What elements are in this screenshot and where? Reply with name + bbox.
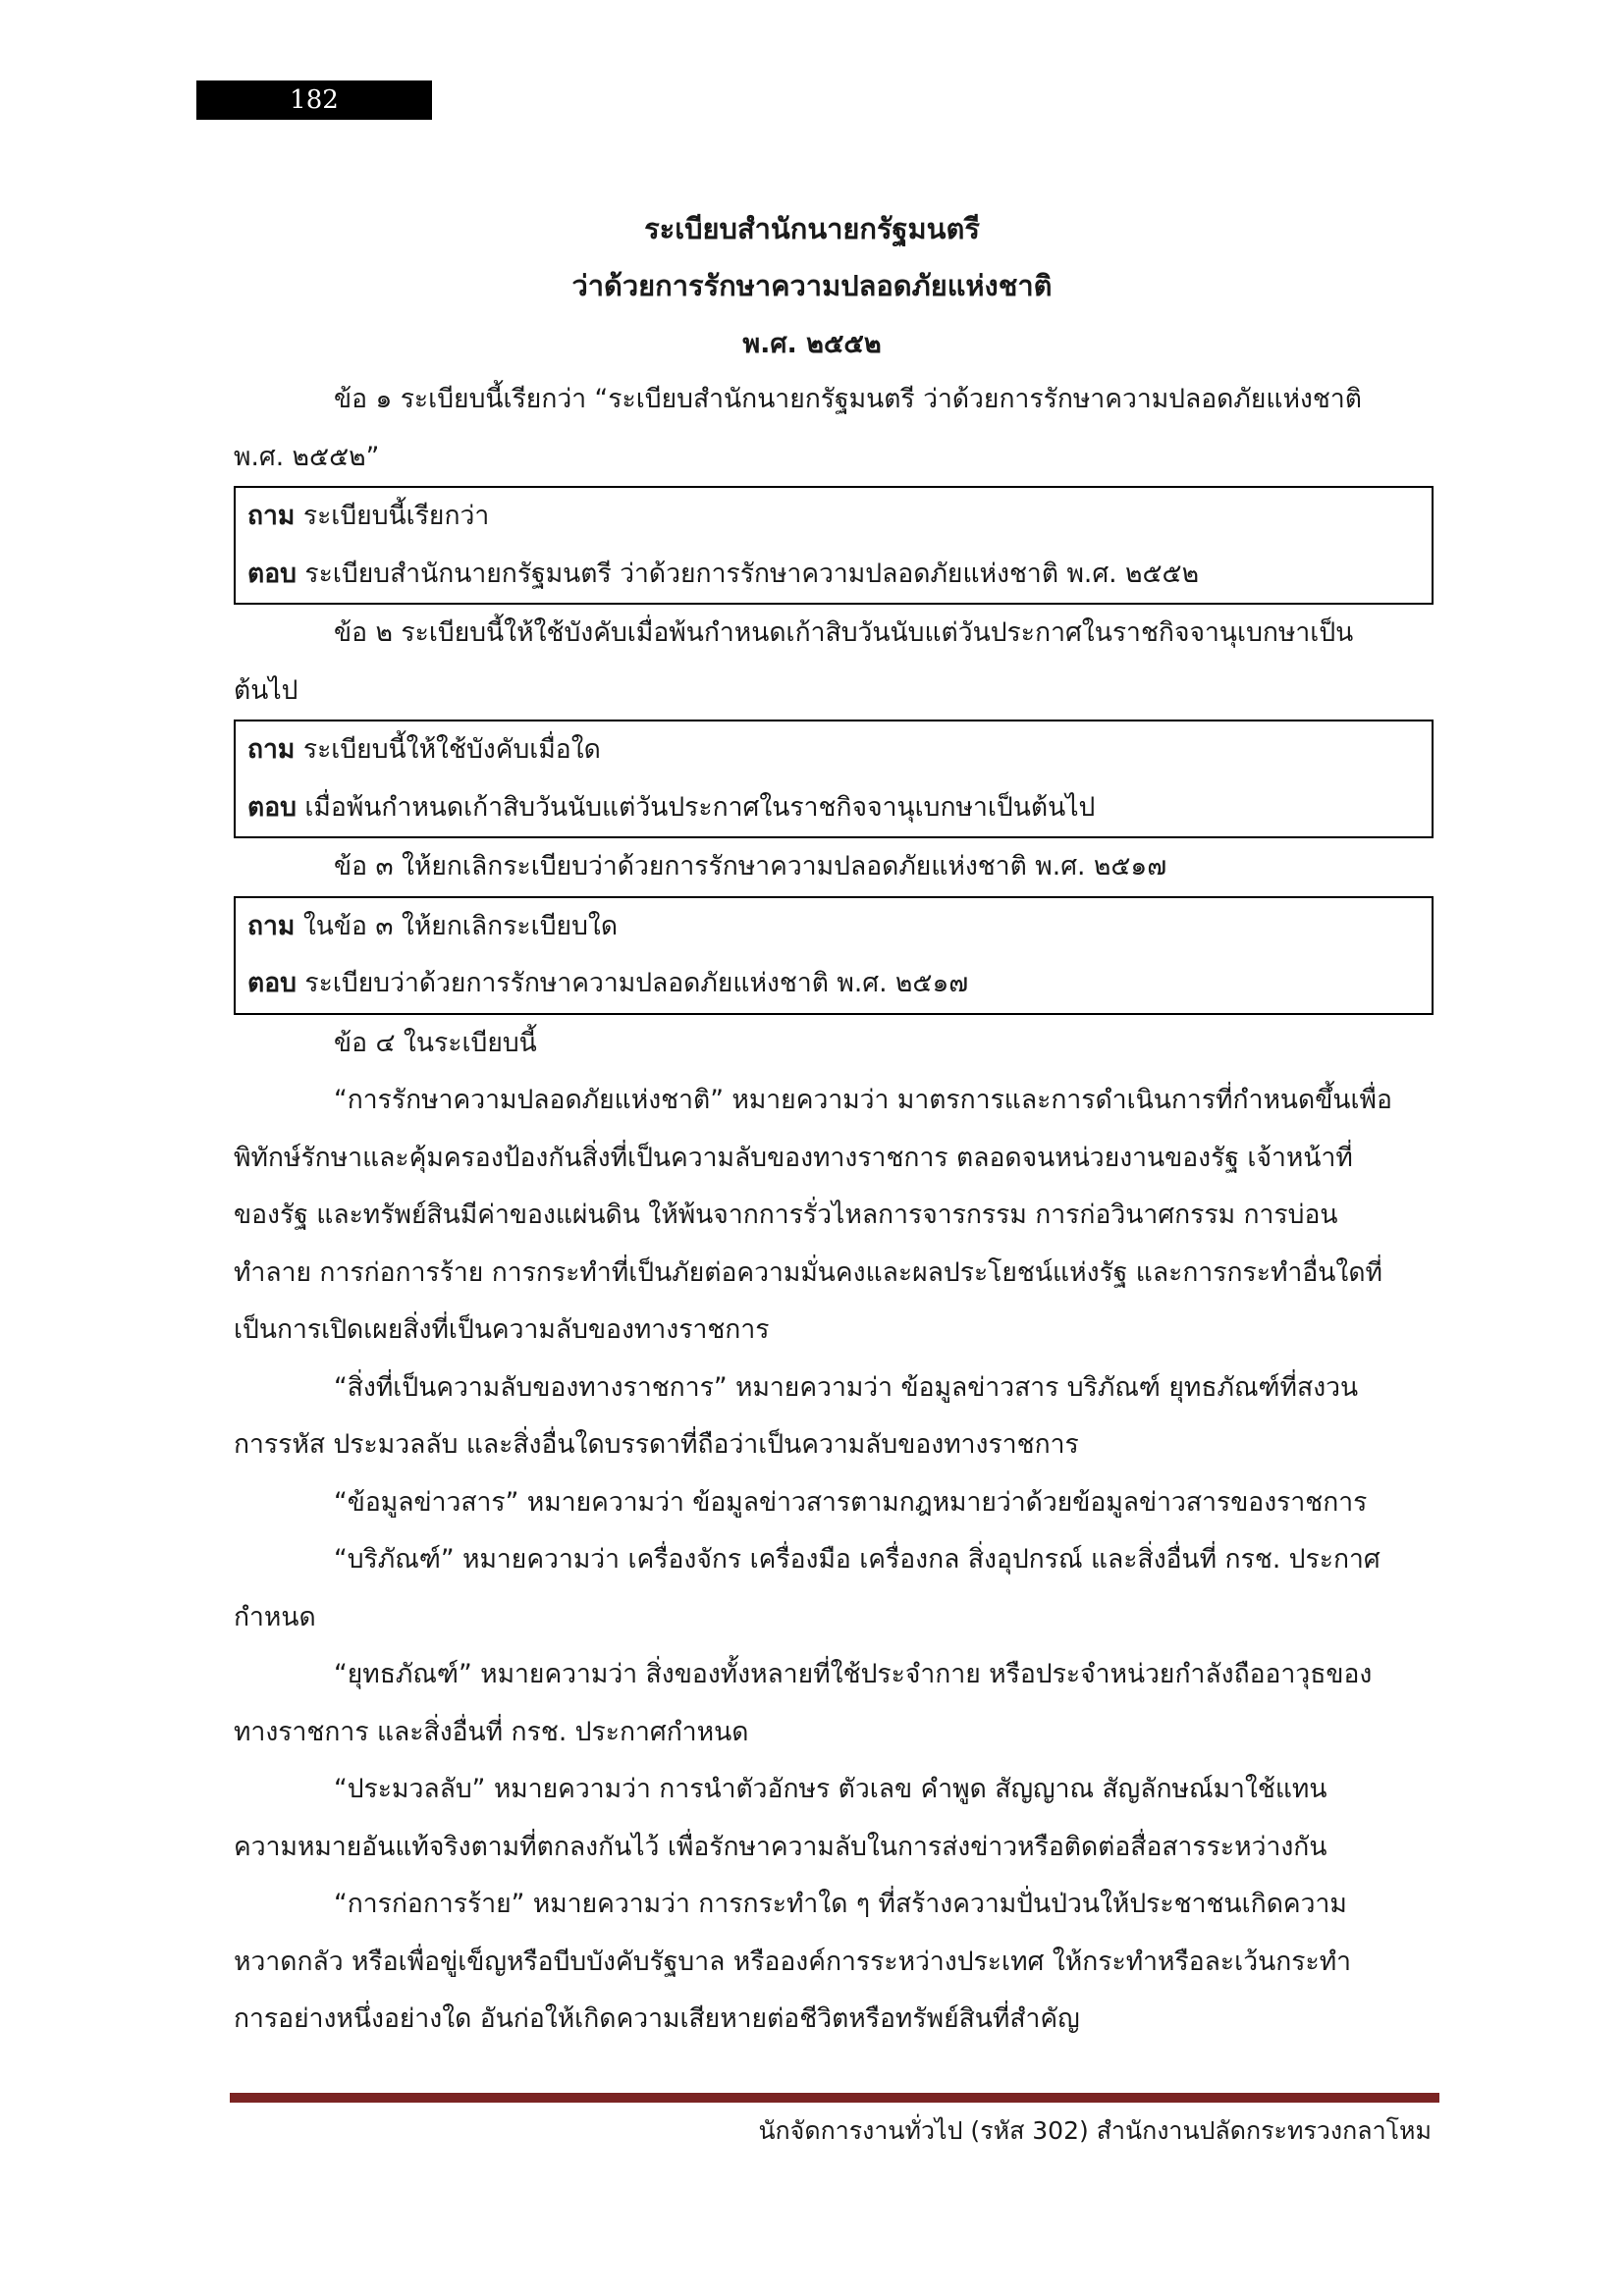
qa-question (247, 488, 1420, 546)
definition-line: “ยุทธภัณฑ์” หมายความว่า สิ่งของทั้งหลายที่ใช้ประจำกาย หรือประจำหน่วยกำลังถืออาวุธของ (334, 1659, 1373, 1689)
clause-1-line-1: ข้อ ๑ ระเบียบนี้เรียกว่า “ระเบียบสำนักนายกรัฐมนตรี ว่าด้วยการรักษาความปลอดภัยแห่งชาติ (334, 384, 1362, 414)
document-title: ระเบียบสำนักนายกรัฐมนตรี (644, 212, 980, 245)
question-text: ระเบียบนี้เรียกว่า (295, 501, 490, 531)
clause-2-line-1: ข้อ ๒ ระเบียบนี้ให้ใช้บังคับเมื่อพ้นกำหนดเก้าสิบวันนับแต่วันประกาศในราชกิจจานุเบกษาเป็น (334, 617, 1354, 648)
definition-line: “ประมวลลับ” หมายความว่า การนำตัวอักษร ตัวเลข คำพูด สัญญาณ สัญลักษณ์มาใช้แทน (334, 1774, 1327, 1804)
qa-box-1 (234, 486, 1434, 605)
document-body (234, 371, 1434, 2049)
clause-1-line-2: พ.ศ. ๒๕๕๒” (234, 441, 380, 472)
definition-line: ทางราชการ และสิ่งอื่นที่ กรช. ประกาศกำหนด (234, 1716, 749, 1747)
answer-label: ตอบ (247, 558, 297, 589)
clause-2-line-2: ต้นไป (234, 674, 298, 706)
answer-text: ระเบียบว่าด้วยการรักษาความปลอดภัยแห่งชาติ พ.ศ. ๒๕๑๗ (296, 968, 969, 998)
page-number: 182 (196, 80, 432, 120)
footer-text: นักจัดการงานทั่วไป (รหัส 302) สำนักงานปลัดกระทรวงกลาโหม (758, 2116, 1432, 2145)
answer-label: ตอบ (247, 791, 297, 823)
qa-answer (247, 779, 1420, 837)
question-label: ถาม (247, 734, 296, 765)
definition-line: ความหมายอันแท้จริงตามที่ตกลงกันไว้ เพื่อรักษาความลับในการส่งข่าวหรือติดต่อสื่อสารระหว่างกัน (234, 1831, 1327, 1862)
definition-line: “ข้อมูลข่าวสาร” หมายความว่า ข้อมูลข่าวสารตามกฎหมายว่าด้วยข้อมูลข่าวสารของราชการ (334, 1486, 1368, 1518)
definition-line: พิทักษ์รักษาและคุ้มครองป้องกันสิ่งที่เป็นความลับของทางราชการ ตลอดจนหน่วยงานของรัฐ เจ้าหน้าที่ (234, 1142, 1353, 1173)
question-text: ในข้อ ๓ ให้ยกเลิกระเบียบใด (295, 910, 619, 941)
definition-line: “บริภัณฑ์” หมายความว่า เครื่องจักร เครื่องมือ เครื่องกล สิ่งอุปกรณ์ และสิ่งอื่นที่ กรช. ประกาศ (334, 1544, 1380, 1575)
definition-line: การรหัส ประมวลลับ และสิ่งอื่นใดบรรดาที่ถือว่าเป็นความลับของทางราชการ (234, 1429, 1079, 1460)
question-text: ระเบียบนี้ให้ใช้บังคับเมื่อใด (295, 734, 601, 765)
definition-line: หวาดกลัว หรือเพื่อขู่เข็ญหรือบีบบังคับรัฐบาล หรือองค์การระหว่างประเทศ ให้กระทำหรือละเว้นกระทำ (234, 1946, 1352, 1977)
question-label: ถาม (247, 910, 296, 941)
answer-label: ตอบ (247, 968, 297, 998)
definition-line: เป็นการเปิดเผยสิ่งที่เป็นความลับของทางราชการ (234, 1314, 770, 1345)
document-subtitle: ว่าด้วยการรักษาความปลอดภัยแห่งชาติ (571, 269, 1053, 302)
qa-question (247, 721, 1420, 779)
answer-text: ระเบียบสำนักนายกรัฐมนตรี ว่าด้วยการรักษาความปลอดภัยแห่งชาติ พ.ศ. ๒๕๕๒ (296, 558, 1200, 589)
definition-line: กำหนด (234, 1601, 316, 1632)
definition-line: “สิ่งที่เป็นความลับของทางราชการ” หมายความว่า ข้อมูลข่าวสาร บริภัณฑ์ ยุทธภัณฑ์ที่สงวน (334, 1371, 1359, 1403)
qa-question (247, 898, 1420, 956)
definition-line: “การรักษาความปลอดภัยแห่งชาติ” หมายความว่า มาตรการและการดำเนินการที่กำหนดขึ้นเพื่อ (334, 1085, 1392, 1115)
footer-rule (230, 2093, 1439, 2103)
definition-line: ของรัฐ และทรัพย์สินมีค่าของแผ่นดิน ให้พ้นจากการรั่วไหลการจารกรรม การก่อวินาศกรรม การบ่อน (234, 1200, 1338, 1230)
definition-line: “การก่อการร้าย” หมายความว่า การกระทำใด ๆ ที่สร้างความปั่นป่วนให้ประชาชนเกิดความ (334, 1889, 1347, 1919)
qa-box-2 (234, 720, 1434, 838)
answer-text: เมื่อพ้นกำหนดเก้าสิบวันนับแต่วันประกาศในราชกิจจานุเบกษาเป็นต้นไป (296, 791, 1096, 823)
qa-answer (247, 955, 1420, 1013)
clause-3: ข้อ ๓ ให้ยกเลิกระเบียบว่าด้วยการรักษาความปลอดภัยแห่งชาติ พ.ศ. ๒๕๑๗ (334, 851, 1167, 881)
qa-box-3 (234, 896, 1434, 1015)
qa-answer (247, 546, 1420, 604)
definition-line: ทำลาย การก่อการร้าย การกระทำที่เป็นภัยต่อความมั่นคงและผลประโยชน์แห่งรัฐ และการกระทำอื่นใดที่ (234, 1256, 1383, 1288)
definition-line: การอย่างหนึ่งอย่างใด อันก่อให้เกิดความเสียหายต่อชีวิตหรือทรัพย์สินที่สำคัญ (234, 2003, 1080, 2034)
document-year: พ.ศ. ๒๕๕๒ (742, 329, 882, 359)
clause-4: ข้อ ๔ ในระเบียบนี้ (334, 1027, 537, 1058)
question-label: ถาม (247, 501, 296, 531)
